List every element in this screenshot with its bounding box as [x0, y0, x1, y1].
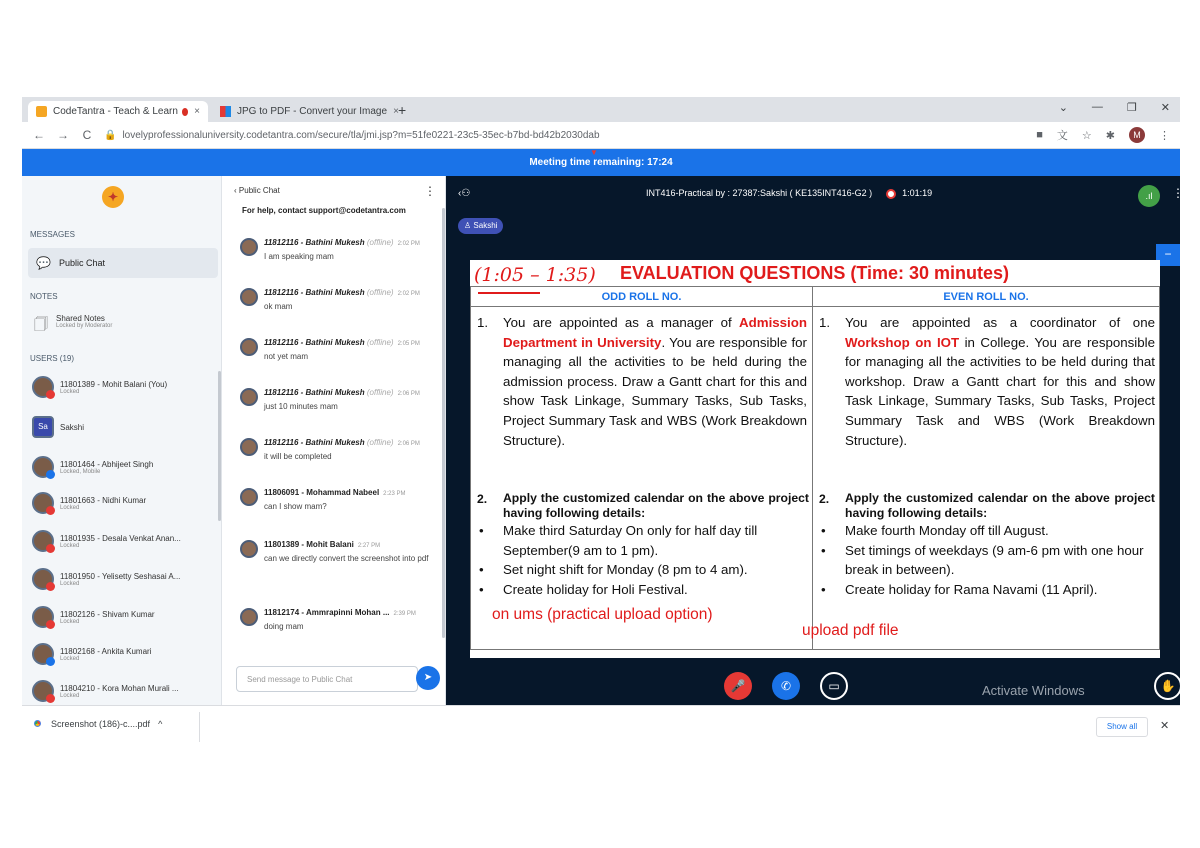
message-time: 2:39 PM [393, 611, 416, 617]
chrome-icon [32, 718, 43, 729]
jpg-to-pdf-favicon-icon [220, 106, 231, 117]
avatar: Sa [32, 416, 54, 438]
close-window-button[interactable]: ✕ [1160, 102, 1170, 114]
chat-scrollbar[interactable] [442, 208, 445, 638]
download-item[interactable] [32, 718, 162, 729]
message-text: just 10 minutes mam [264, 402, 338, 411]
close-icon[interactable]: ✕ [1160, 720, 1170, 732]
presentation-title [646, 188, 932, 199]
bullet-item: • Create holiday for Holi Festival. [477, 580, 809, 600]
send-icon[interactable]: ➤ [416, 666, 440, 690]
presentation-slide [470, 260, 1160, 658]
message-time: 2:23 PM [383, 491, 406, 497]
options-menu-icon[interactable]: ⋮ [1172, 186, 1184, 200]
user-name: 11801950 - Yelisetty Seshasai A... [60, 571, 181, 581]
bookmark-star-icon[interactable]: ☆ [1081, 129, 1092, 142]
message-text: can I show mam? [264, 502, 327, 511]
handwritten-time-note: (1:05 – 1:35) [474, 264, 596, 286]
avatar [240, 388, 258, 406]
message-time: 2:05 PM [397, 341, 420, 347]
tab-title: CodeTantra - Teach & Learn [53, 106, 178, 117]
user-status: Locked [60, 692, 80, 699]
message-time: 2:27 PM [357, 543, 381, 549]
user-item[interactable] [32, 376, 207, 398]
avatar [240, 488, 258, 506]
user-status: Locked [60, 655, 80, 662]
tab-close-icon[interactable]: × [393, 106, 399, 117]
window-controls [1059, 101, 1170, 114]
users-label: USERS (19) [30, 354, 75, 363]
user-item[interactable] [32, 416, 207, 438]
sender-name: 11812116 - Bathini Mukesh [264, 288, 365, 297]
back-button[interactable]: ← [33, 128, 45, 142]
screenshot [22, 97, 1184, 747]
user-item[interactable] [32, 456, 207, 478]
question-2-heading: Apply the customized calendar on the above project having following details: [503, 491, 809, 520]
avatar [240, 238, 258, 256]
phone-icon[interactable]: ✆ [772, 672, 800, 700]
user-item[interactable] [32, 643, 207, 665]
url-field[interactable] [104, 130, 600, 141]
odd-column [471, 287, 813, 649]
avatar [240, 288, 258, 306]
tab-codetantra[interactable] [28, 101, 208, 122]
sender-name: 11801389 - Mohit Balani [264, 540, 354, 549]
bullet-item: • Create holiday for Rama Navami (11 April). [819, 580, 1155, 600]
message-text: it will be completed [264, 452, 332, 461]
sidebar-item-label: Public Chat [58, 258, 105, 268]
user-name: 11801663 - Nidhi Kumar [60, 495, 147, 505]
sender-name: 11812116 - Bathini Mukesh [264, 388, 365, 397]
minimize-button[interactable]: — [1091, 101, 1103, 113]
sender-name: 11812116 - Bathini Mukesh [264, 238, 365, 247]
avatar [32, 568, 54, 590]
offline-label: (offline) [366, 438, 394, 447]
reload-button[interactable]: C [82, 128, 92, 142]
mic-muted-icon[interactable]: 🎤 [724, 672, 752, 700]
user-item[interactable] [32, 568, 207, 590]
annotation-ums: on ums (practical upload option) [492, 606, 713, 623]
chat-header [222, 176, 446, 204]
user-name: 11801389 - Mohit Balani (You) [60, 379, 168, 389]
extensions-icon[interactable]: ✱ [1105, 129, 1115, 142]
avatar [240, 540, 258, 558]
lpu-logo-icon: ✦ [102, 186, 124, 208]
user-item[interactable] [32, 680, 207, 702]
restore-button[interactable]: ❐ [1126, 102, 1137, 114]
message-time: 2:02 PM [397, 291, 420, 297]
user-status: Locked [60, 542, 80, 549]
translate-icon[interactable]: 文 [1056, 130, 1068, 142]
presenter-icon: ♙ [464, 221, 474, 230]
even-question-2: 2. Apply the customized calendar on the above project having following details: • Make fourth Monday off till August. • Set timings of weekdays (9 am-6 pm with one hour break in between). • Create holiday for Rama Navami (11 April). [819, 491, 1155, 599]
user-name: 11802168 - Ankita Kumari [60, 646, 152, 656]
meeting-time-text: Meeting time remaining: 17:24 [529, 157, 673, 168]
help-text: For help, contact support@codetantra.com [242, 206, 406, 215]
even-column [813, 287, 1159, 649]
camera-icon[interactable]: ■ [1036, 129, 1043, 141]
record-timer: 1:01:19 [902, 188, 933, 198]
avatar [32, 680, 54, 702]
avatar [240, 338, 258, 356]
document-icon: 🗍 [34, 316, 48, 332]
offline-label: (offline) [366, 388, 394, 397]
message-text: can we directly convert the screenshot into pdf [264, 554, 429, 563]
questions-table [470, 286, 1160, 650]
raise-hand-icon[interactable]: ✋ [1154, 672, 1182, 700]
arrow-down-icon: ▼ [590, 148, 598, 157]
user-name: 11801935 - Desala Venkat Anan... [60, 533, 181, 543]
user-status: Locked, Mobile [60, 468, 101, 475]
user-name: 11802126 - Shivam Kumar [60, 609, 155, 619]
chevron-up-icon[interactable]: ^ [158, 718, 163, 729]
bullet-item: • Set night shift for Monday (8 pm to 4 am). [477, 560, 809, 580]
sender-name: 11812174 - Ammrapinni Mohan ... [264, 608, 390, 617]
browser-tab-strip [22, 97, 1180, 122]
chevron-left-icon[interactable]: ‹ [234, 186, 237, 195]
record-icon[interactable] [886, 189, 896, 199]
question-text: in College. You are responsible for managing all the activities to be held during that workshop. Draw a Gantt chart for this and show Task Linkage, Summary Tasks, Sub Tasks, Project Summary Task and WBS (Work Breakdown Structure). [845, 334, 1155, 448]
shared-notes-status: Locked by Moderator [56, 323, 113, 329]
profile-avatar[interactable]: M [1129, 127, 1145, 143]
presentation-header [446, 176, 1184, 216]
chat-title[interactable]: Public Chat [238, 186, 280, 195]
slide-title: EVALUATION QUESTIONS (Time: 30 minutes) [620, 263, 1010, 283]
address-bar [22, 122, 1180, 149]
message-time: 2:06 PM [397, 441, 420, 447]
sidebar-item-label: Shared Notes [56, 314, 105, 323]
odd-column-header: ODD ROLL NO. [471, 287, 812, 307]
bullet-item: • Make fourth Monday off till August. [819, 521, 1155, 541]
question-text: You are appointed as a coordinator of one [845, 315, 1155, 330]
download-bar [22, 705, 1180, 747]
user-status: Locked [60, 504, 80, 511]
sidebar-item-public-chat[interactable] [28, 248, 218, 278]
message-time: 2:02 PM [397, 241, 420, 247]
odd-question-1: 1. You are appointed as a manager of Admission Department in University. You are responsible for managing all the activities to be held during the admission process. Draw a Gantt chart for this and show Task Linkage, Summary Tasks, Sub Tasks, Project Summary Task and WBS (Work Breakdown Structure). [477, 315, 807, 448]
lock-icon: 🔒 [104, 129, 117, 141]
activate-windows-watermark: Activate Windows [982, 683, 1085, 698]
user-item[interactable] [32, 530, 207, 552]
session-title: INT416-Practical by : 27387:Sakshi ( KE135INT416-G2 ) [646, 188, 873, 198]
meeting-time-bar [22, 149, 1180, 176]
offline-label: (offline) [366, 338, 394, 347]
avatar [32, 492, 54, 514]
user-status: Locked [60, 618, 80, 625]
message-text: doing mam [264, 622, 304, 631]
message-text: ok mam [264, 302, 293, 311]
download-file-name: Screenshot (186)-c....pdf [51, 718, 151, 729]
sender-name: 11806091 - Mohammad Nabeel [264, 488, 380, 497]
forward-button[interactable]: → [57, 128, 69, 142]
browser-toolbar-icons [1036, 127, 1170, 143]
avatar [240, 608, 258, 626]
tab-jpg-to-pdf[interactable] [212, 101, 399, 122]
offline-label: (offline) [366, 238, 394, 247]
presentation-area [446, 176, 1184, 705]
user-item[interactable] [32, 606, 207, 628]
chat-message-input[interactable]: Send message to Public Chat [236, 666, 418, 692]
user-status: Locked [60, 388, 80, 395]
message-text: I am speaking mam [264, 252, 334, 261]
chat-options-icon[interactable]: ⋮ [424, 184, 436, 198]
user-name: 11801464 - Abhijeet Singh [60, 459, 154, 469]
sidebar-item-shared-notes[interactable] [34, 314, 112, 338]
tab-title: JPG to PDF - Convert your Image [237, 106, 388, 117]
url-text: lovelyprofessionaluniversity.codetantra.com/secure/tla/jmi.jsp?m=51fe0221-23c5-35ec-b7bd-bd42b2030dab [122, 129, 600, 141]
even-column-header: EVEN ROLL NO. [813, 287, 1159, 307]
avatar [32, 530, 54, 552]
tab-close-icon[interactable]: × [194, 106, 200, 117]
even-question-1: 1. You are appointed as a coordinator of one Workshop on IOT in College. You are responsible for managing all the activities to be held during that workshop. Draw a Gantt chart for this and show Task Linkage, Summary Tasks, Sub Tasks, Project Summary Task and WBS (Work Breakdown Structure). [819, 315, 1155, 448]
video-off-icon[interactable]: ▭ [820, 672, 848, 700]
notes-label: NOTES [30, 292, 58, 301]
question-2-heading: Apply the customized calendar on the above project having following details: [845, 491, 1155, 520]
odd-question-2: 2. Apply the customized calendar on the above project having following details: • Make third Saturday On only for half day till September(9 am to 1 pm). • Set night shift for Monday (8 pm to 4 am). • Create holiday for Holi Festival. [477, 491, 809, 599]
new-tab-button[interactable]: + [398, 102, 407, 118]
divider [199, 712, 200, 742]
question-highlight: Admission Department in University [503, 315, 807, 350]
show-all-button[interactable]: Show all [1096, 717, 1148, 737]
chat-panel [222, 176, 446, 705]
avatar [32, 376, 54, 398]
sidebar [22, 176, 222, 705]
user-name: 11804210 - Kora Mohan Murali ... [60, 683, 179, 693]
message-time: 2:06 PM [397, 391, 420, 397]
sender-name: 11812116 - Bathini Mukesh [264, 438, 365, 447]
avatar [32, 456, 54, 478]
sidebar-scrollbar[interactable] [218, 371, 221, 521]
tab-search-icon[interactable]: ⌄ [1058, 102, 1068, 114]
user-status: Locked [60, 580, 80, 587]
user-name: Sakshi [60, 422, 85, 432]
question-text: . You are responsible for managing all the activities to be held during the admission process. Draw a Gantt chart for this and show Task Linkage, Summary Tasks, Sub Tasks, Project Summary Task and WBS (Work Breakdown Structure). [503, 334, 807, 448]
annotation-upload-pdf: upload pdf file [802, 622, 899, 639]
offline-label: (offline) [366, 288, 394, 297]
recording-icon [182, 108, 188, 116]
avatar [32, 606, 54, 628]
bullet-item: • Set timings of weekdays (9 am-6 pm with one hour break in between). [819, 541, 1155, 580]
sender-name: 11812116 - Bathini Mukesh [264, 338, 365, 347]
messages-label: MESSAGES [30, 230, 75, 239]
avatar [240, 438, 258, 456]
question-highlight: Workshop on IOT [845, 334, 960, 350]
question-text: You are appointed as a manager of [503, 315, 740, 330]
codetantra-favicon-icon [36, 106, 47, 117]
message-text: not yet mam [264, 352, 309, 361]
connection-status-icon[interactable]: .ıl [1138, 185, 1160, 207]
browser-menu-icon[interactable]: ⋮ [1159, 129, 1170, 142]
presenter-badge [458, 218, 503, 234]
user-item[interactable] [32, 492, 207, 514]
chat-bubble-icon: 💬 [36, 256, 51, 270]
minimize-presentation-button[interactable]: − [1156, 244, 1180, 266]
avatar [32, 643, 54, 665]
bullet-item: • Make third Saturday On only for half day till September(9 am to 1 pm). [477, 521, 809, 560]
user-list-toggle-icon[interactable]: ‹⚇ [458, 188, 471, 199]
presenter-name: Sakshi [473, 221, 498, 230]
